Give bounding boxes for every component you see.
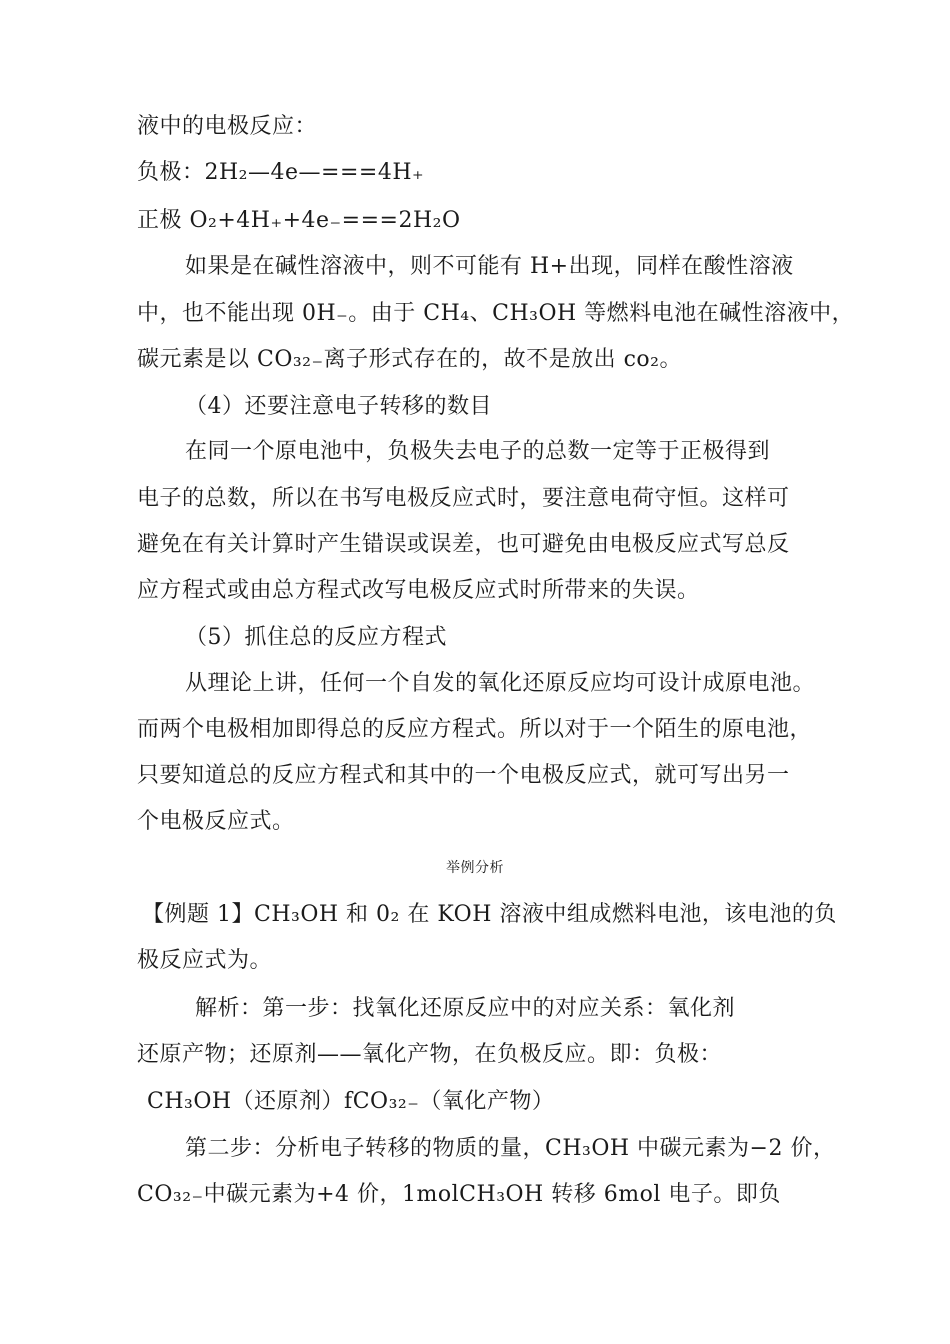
section-title-examples: 举例分析 [446, 860, 504, 876]
paragraph-line: 只要知道总的反应方程式和其中的一个电极反应式，就可写出另一 [137, 763, 790, 788]
paragraph-line: 还原产物；还原剂——氧化产物，在负极反应。即：负极： [137, 1042, 723, 1067]
analysis-step-2: 第二步：分析电子转移的物质的量，CH₃OH 中碳元素为−2 价， [185, 1136, 836, 1161]
paragraph-line: 个电极反应式。 [137, 809, 295, 834]
paragraph-line: 如果是在碱性溶液中，则不可能有 H+出现，同样在酸性溶液 [185, 254, 794, 279]
paragraph-line: 在同一个原电池中，负极失去电子的总数一定等于正极得到 [185, 439, 771, 464]
paragraph-line: 碳元素是以 CO₃₂₋离子形式存在的，故不是放出 co₂。 [137, 347, 682, 372]
reaction-relation: CH₃OH（还原剂）fCO₃₂₋（氧化产物） [147, 1089, 555, 1114]
positive-electrode-equation: 正极 O₂+4H₊+4e₋===2H₂O [137, 208, 461, 233]
paragraph-line: 从理论上讲，任何一个自发的氧化还原反应均可设计成原电池。 [185, 671, 816, 696]
paragraph-line: 而两个电极相加即得总的反应方程式。所以对于一个陌生的原电池， [137, 717, 813, 742]
section-heading-5: （5）抓住总的反应方程式 [185, 625, 447, 650]
paragraph-line: 应方程式或由总方程式改写电极反应式时所带来的失误。 [137, 578, 700, 603]
analysis-step-1: 解析：第一步：找氧化还原反应中的对应关系：氧化剂 [195, 996, 736, 1021]
paragraph-line: 极反应式为。 [137, 948, 273, 973]
paragraph-line: 中，也不能出现 0H₋。由于 CH₄、CH₃OH 等燃料电池在碱性溶液中， [137, 301, 855, 326]
negative-electrode-equation: 负极：2H₂—4e—===4H₊ [137, 160, 425, 185]
text-line: 液中的电极反应： [137, 114, 318, 139]
paragraph-line: 电子的总数，所以在书写电极反应式时，要注意电荷守恒。这样可 [137, 486, 790, 511]
paragraph-line: 避免在有关计算时产生错误或误差，也可避免由电极反应式写总反 [137, 532, 790, 557]
paragraph-line: CO₃₂₋中碳元素为+4 价，1molCH₃OH 转移 6mol 电子。即负 [137, 1182, 781, 1207]
section-heading-4: （4）还要注意电子转移的数目 [185, 394, 492, 419]
example-1-question: 【例题 1】CH₃OH 和 0₂ 在 KOH 溶液中组成燃料电池，该电池的负 [142, 902, 837, 927]
